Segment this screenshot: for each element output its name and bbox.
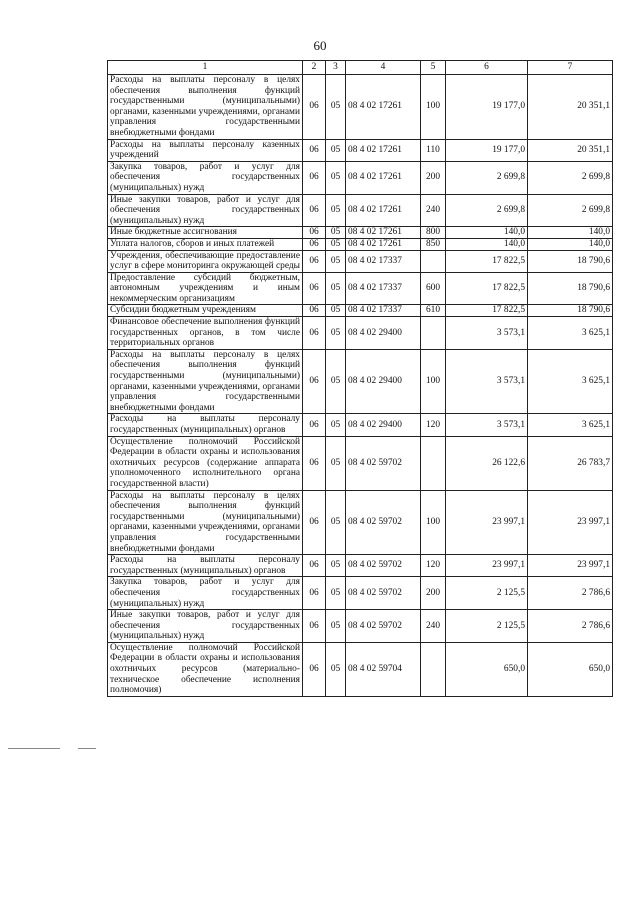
row-name: Расходы на выплаты персоналу казенных учреждений (108, 139, 303, 161)
row-subsection: 05 (326, 250, 346, 272)
table-row (108, 238, 613, 250)
row-expense-type (421, 250, 446, 272)
row-name: Финансовое обеспечение выполнения функций государственных органов, в том числе территориальных органов (108, 317, 303, 350)
row-target-code: 08 4 02 29400 (346, 317, 421, 350)
row-section: 06 (303, 642, 326, 696)
row-expense-type: 240 (421, 610, 446, 643)
table-row (108, 490, 613, 555)
row-amount-year2: 18 790,6 (528, 305, 613, 317)
table-row (108, 642, 613, 696)
table-row (108, 414, 613, 436)
row-amount-year1: 140,0 (446, 227, 528, 239)
row-amount-year2: 20 351,1 (528, 75, 613, 140)
row-name: Предоставление субсидий бюджетным, автономным учреждениям и иным некоммерческим организациям (108, 272, 303, 305)
row-target-code: 08 4 02 29400 (346, 414, 421, 436)
row-subsection: 05 (326, 227, 346, 239)
row-amount-year1: 19 177,0 (446, 75, 528, 140)
row-subsection: 05 (326, 642, 346, 696)
row-subsection: 05 (326, 272, 346, 305)
table-row (108, 250, 613, 272)
row-name: Учреждения, обеспечивающие предоставление услуг в сфере мониторинга окружающей среды (108, 250, 303, 272)
row-target-code: 08 4 02 29400 (346, 349, 421, 414)
row-amount-year2: 2 786,6 (528, 610, 613, 643)
row-subsection: 05 (326, 317, 346, 350)
row-expense-type: 200 (421, 577, 446, 610)
table-row (108, 161, 613, 194)
row-target-code: 08 4 02 17261 (346, 75, 421, 140)
row-subsection: 05 (326, 349, 346, 414)
row-subsection: 05 (326, 194, 346, 227)
row-expense-type: 240 (421, 194, 446, 227)
row-subsection: 05 (326, 139, 346, 161)
row-name: Субсидии бюджетным учреждениям (108, 305, 303, 317)
row-amount-year1: 2 125,5 (446, 610, 528, 643)
row-target-code: 08 4 02 59702 (346, 490, 421, 555)
row-subsection: 05 (326, 305, 346, 317)
row-subsection: 05 (326, 610, 346, 643)
row-expense-type: 800 (421, 227, 446, 239)
row-target-code: 08 4 02 59702 (346, 577, 421, 610)
row-subsection: 05 (326, 577, 346, 610)
row-expense-type: 200 (421, 161, 446, 194)
row-target-code: 08 4 02 17261 (346, 139, 421, 161)
row-section: 06 (303, 305, 326, 317)
table-row (108, 227, 613, 239)
row-target-code: 08 4 02 17337 (346, 305, 421, 317)
row-expense-type: 850 (421, 238, 446, 250)
row-expense-type: 100 (421, 490, 446, 555)
row-expense-type: 600 (421, 272, 446, 305)
row-subsection: 05 (326, 436, 346, 490)
row-amount-year2: 23 997,1 (528, 555, 613, 577)
row-subsection: 05 (326, 75, 346, 140)
row-subsection: 05 (326, 555, 346, 577)
row-target-code: 08 4 02 17337 (346, 250, 421, 272)
row-section: 06 (303, 272, 326, 305)
row-expense-type: 100 (421, 349, 446, 414)
row-section: 06 (303, 194, 326, 227)
table-row (108, 305, 613, 317)
row-section: 06 (303, 490, 326, 555)
row-section: 06 (303, 139, 326, 161)
row-name: Иные закупки товаров, работ и услуг для обеспечения государственных (муниципальных) нужд (108, 610, 303, 643)
row-section: 06 (303, 227, 326, 239)
row-section: 06 (303, 161, 326, 194)
row-amount-year2: 140,0 (528, 238, 613, 250)
row-section: 06 (303, 577, 326, 610)
row-target-code: 08 4 02 59702 (346, 436, 421, 490)
row-section: 06 (303, 250, 326, 272)
row-section: 06 (303, 349, 326, 414)
row-target-code: 08 4 02 59704 (346, 642, 421, 696)
row-amount-year1: 23 997,1 (446, 490, 528, 555)
row-amount-year1: 17 822,5 (446, 250, 528, 272)
row-subsection: 05 (326, 238, 346, 250)
row-amount-year2: 26 783,7 (528, 436, 613, 490)
row-name: Расходы на выплаты персоналу в целях обеспечения выполнения функций государственными (муниципальными) органами, казенными учреждениями, органами управления государственными внебюджетными фондами (108, 490, 303, 555)
row-subsection: 05 (326, 414, 346, 436)
row-amount-year2: 2 786,6 (528, 577, 613, 610)
row-amount-year2: 3 625,1 (528, 349, 613, 414)
row-name: Иные бюджетные ассигнования (108, 227, 303, 239)
table-row (108, 194, 613, 227)
col-header-4: 4 (346, 61, 421, 75)
row-amount-year2: 23 997,1 (528, 490, 613, 555)
row-name: Уплата налогов, сборов и иных платежей (108, 238, 303, 250)
row-target-code: 08 4 02 59702 (346, 555, 421, 577)
row-target-code: 08 4 02 17261 (346, 194, 421, 227)
row-target-code: 08 4 02 17337 (346, 272, 421, 305)
col-header-6: 6 (446, 61, 528, 75)
row-expense-type (421, 317, 446, 350)
row-amount-year2: 140,0 (528, 227, 613, 239)
row-expense-type: 120 (421, 555, 446, 577)
row-amount-year1: 3 573,1 (446, 317, 528, 350)
row-name: Закупка товаров, работ и услуг для обеспечения государственных (муниципальных) нужд (108, 161, 303, 194)
table-row (108, 349, 613, 414)
row-section: 06 (303, 238, 326, 250)
row-target-code: 08 4 02 17261 (346, 161, 421, 194)
row-name: Осуществление полномочий Российской Федерации в области охраны и использования охотничьих ресурсов (содержание аппарата уполномоченного исполнительного органа государственной власти) (108, 436, 303, 490)
table-row (108, 555, 613, 577)
row-subsection: 05 (326, 161, 346, 194)
row-amount-year1: 3 573,1 (446, 414, 528, 436)
table-row (108, 272, 613, 305)
table-row (108, 436, 613, 490)
page-number: 60 (313, 38, 327, 53)
col-header-1: 1 (108, 61, 303, 75)
row-name: Осуществление полномочий Российской Федерации в области охраны и использования охотничьих ресурсов (материально-техническое обеспечение исполнения полномочия) (108, 642, 303, 696)
row-name: Расходы на выплаты персоналу в целях обеспечения выполнения функций государственными (муниципальными) органами, казенными учреждениями, органами управления государственными внебюджетными фондами (108, 349, 303, 414)
row-name: Расходы на выплаты персоналу государственных (муниципальных) органов (108, 555, 303, 577)
margin-rule (8, 748, 60, 749)
col-header-2: 2 (303, 61, 326, 75)
row-amount-year2: 2 699,8 (528, 161, 613, 194)
row-amount-year1: 2 699,8 (446, 161, 528, 194)
table-row (108, 139, 613, 161)
row-amount-year1: 23 997,1 (446, 555, 528, 577)
row-expense-type (421, 642, 446, 696)
row-amount-year2: 2 699,8 (528, 194, 613, 227)
table-row (108, 610, 613, 643)
row-amount-year2: 3 625,1 (528, 317, 613, 350)
row-section: 06 (303, 414, 326, 436)
row-expense-type: 100 (421, 75, 446, 140)
margin-rule (78, 748, 96, 749)
row-amount-year1: 3 573,1 (446, 349, 528, 414)
row-amount-year2: 18 790,6 (528, 272, 613, 305)
row-section: 06 (303, 75, 326, 140)
col-header-5: 5 (421, 61, 446, 75)
row-amount-year1: 19 177,0 (446, 139, 528, 161)
row-amount-year1: 140,0 (446, 238, 528, 250)
row-subsection: 05 (326, 490, 346, 555)
row-name: Расходы на выплаты персоналу в целях обеспечения выполнения функций государственными (муниципальными) органами, казенными учреждениями, органами управления государственными внебюджетными фондами (108, 75, 303, 140)
row-expense-type: 110 (421, 139, 446, 161)
table-row (108, 577, 613, 610)
row-section: 06 (303, 317, 326, 350)
row-amount-year2: 650,0 (528, 642, 613, 696)
row-amount-year1: 2 125,5 (446, 577, 528, 610)
row-amount-year1: 26 122,6 (446, 436, 528, 490)
row-name: Иные закупки товаров, работ и услуг для обеспечения государственных (муниципальных) нужд (108, 194, 303, 227)
row-target-code: 08 4 02 59702 (346, 610, 421, 643)
row-expense-type (421, 436, 446, 490)
row-amount-year2: 3 625,1 (528, 414, 613, 436)
row-amount-year2: 18 790,6 (528, 250, 613, 272)
row-name: Расходы на выплаты персоналу государственных (муниципальных) органов (108, 414, 303, 436)
row-expense-type: 120 (421, 414, 446, 436)
row-target-code: 08 4 02 17261 (346, 227, 421, 239)
row-amount-year1: 2 699,8 (446, 194, 528, 227)
row-amount-year1: 650,0 (446, 642, 528, 696)
row-name: Закупка товаров, работ и услуг для обеспечения государственных (муниципальных) нужд (108, 577, 303, 610)
table-row (108, 75, 613, 140)
row-target-code: 08 4 02 17261 (346, 238, 421, 250)
table-row (108, 317, 613, 350)
col-header-3: 3 (326, 61, 346, 75)
budget-table (107, 60, 613, 697)
row-section: 06 (303, 436, 326, 490)
row-amount-year2: 20 351,1 (528, 139, 613, 161)
row-section: 06 (303, 555, 326, 577)
row-amount-year1: 17 822,5 (446, 272, 528, 305)
header-row (108, 61, 613, 75)
row-expense-type: 610 (421, 305, 446, 317)
col-header-7: 7 (528, 61, 613, 75)
row-section: 06 (303, 610, 326, 643)
row-amount-year1: 17 822,5 (446, 305, 528, 317)
